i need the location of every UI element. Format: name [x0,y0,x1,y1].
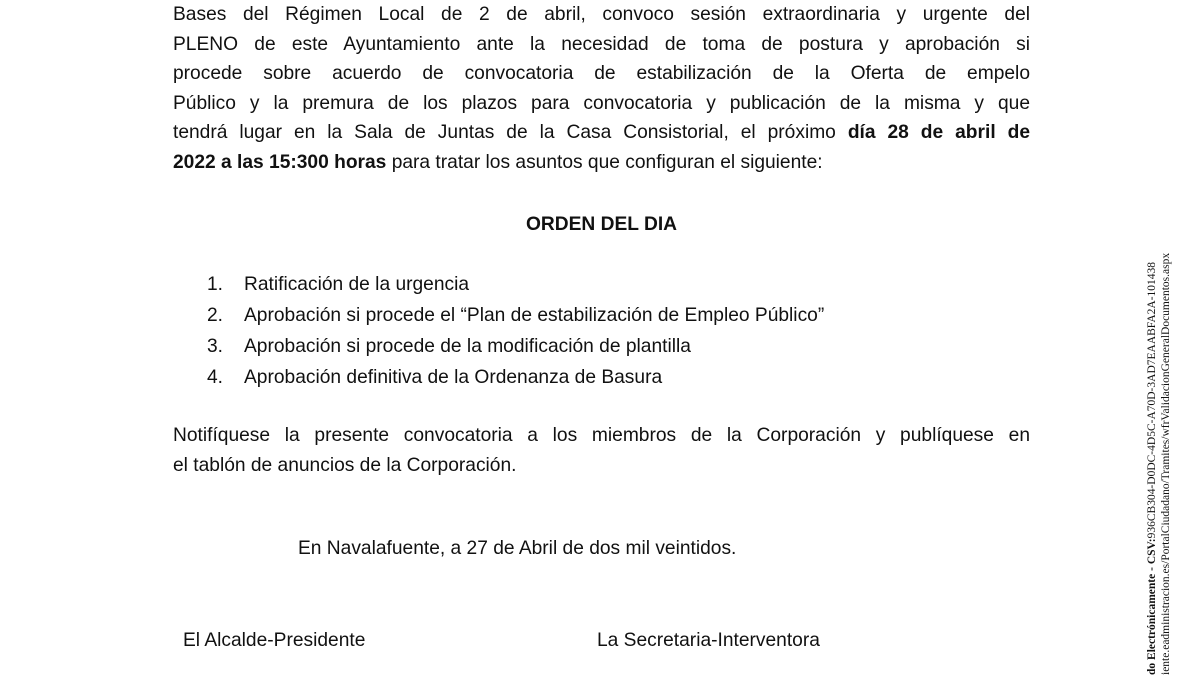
agenda-item-text: Aprobación si procede el “Plan de estabilización de Empleo Público” [244,305,825,326]
agenda-item-text: Aprobación si procede de la modificación de plantilla [244,336,691,357]
convocation-paragraph [173,0,1030,177]
place-and-date: En Navalafuente, a 27 de Abril de dos mil veintidos. [298,538,737,559]
csv-label: do Electrónicamente - CSV: [1146,538,1158,675]
agenda-item-text: Aprobación definitiva de la Ordenanza de Basura [244,367,663,388]
agenda-item-number: 2. [207,305,224,326]
paragraph-line: Notifíquese la presente convocatoria a los miembros de la Corporación y publíquese en [173,425,1030,446]
paragraph-text: tendrá lugar en la Sala de Juntas de la Casa Consistorial, el próximo [173,122,848,143]
secretary-signature-label: La Secretaria-Interventora [597,630,820,651]
agenda-item-number: 3. [207,336,224,357]
agenda-item-text: Ratificación de la urgencia [244,274,470,295]
paragraph-line: procede sobre acuerdo de convocatoria de estabilización de la Oferta de empelo [173,63,1030,84]
session-time-bold: 2022 a las 15:300 horas [173,151,387,173]
csv-line [1145,253,1159,675]
agenda-item [207,300,824,331]
mayor-signature-label: El Alcalde-Presidente [183,630,366,651]
agenda-item-number: 4. [207,367,224,388]
agenda-item [207,269,824,300]
paragraph-line [173,118,1030,148]
paragraph-text: para tratar los asuntos que configuran el siguiente: [386,151,823,173]
agenda-list [207,269,824,393]
agenda-item-number: 1. [207,274,224,295]
agenda-item [207,362,824,393]
agenda-heading: ORDEN DEL DIA [525,214,678,235]
notification-paragraph [173,421,1030,481]
validation-url[interactable]: iente.eadministracion.es/PortalCiudadano/Tramites/wfrValidacionGeneralDocumentos.aspx [1160,252,1172,675]
paragraph-line: Bases del Régimen Local de 2 de abril, convoco sesión extraordinaria y urgente del [173,4,1030,25]
paragraph-line [173,148,1030,178]
electronic-signature-stamp [1145,253,1173,675]
session-date-bold: día 28 de abril de [847,122,1030,143]
paragraph-line: PLENO de este Ayuntamiento ante la necesidad de toma de postura y aprobación si [173,33,1030,55]
agenda-item [207,331,824,362]
paragraph-line: el tablón de anuncios de la Corporación. [173,455,517,476]
csv-code: 936CB304-D0DC-4D5C-A70D-3AD7EAABFA2A-101438 [1146,261,1158,539]
paragraph-line: Público y la premura de los plazos para convocatoria y publicación de la misma y que [173,92,1030,114]
